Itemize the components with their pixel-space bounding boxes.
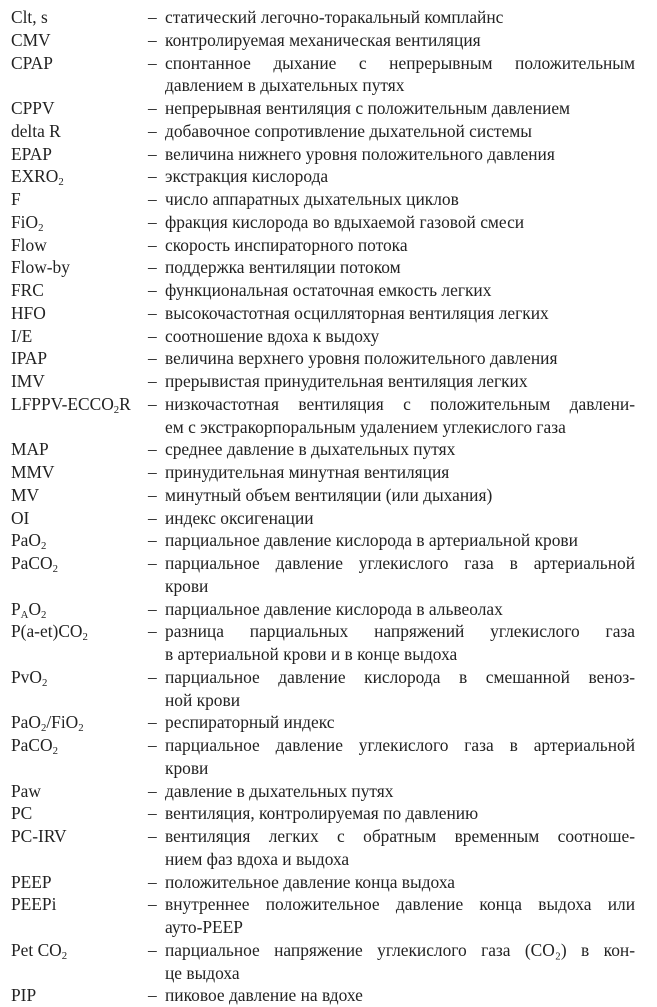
abbreviation-definition	[165, 666, 635, 712]
definition-line: ной крови	[165, 689, 241, 710]
abbreviation-term	[11, 825, 148, 848]
abbreviation-definition	[165, 370, 635, 393]
dash-separator: –	[148, 98, 157, 118]
term-text: P	[11, 598, 21, 619]
definition-line: статический легочно-торакальный комплайнс	[165, 7, 504, 27]
definition-line: парциальное давление углекислого газа в артериальной	[165, 553, 635, 573]
term-text: /FiO	[46, 712, 79, 733]
abbreviation-entry	[11, 484, 635, 507]
abbreviation-entry	[11, 984, 635, 1007]
term-text: HFO	[11, 302, 46, 323]
abbreviation-entry	[11, 734, 635, 780]
abbreviation-definition	[165, 598, 635, 621]
definition-line: в артериальной крови и в конце выдоха	[165, 644, 458, 664]
abbreviation-term	[11, 552, 148, 575]
abbreviation-term	[11, 529, 148, 552]
abbreviation-entry	[11, 165, 635, 188]
dash-separator: –	[148, 712, 157, 733]
term-text: PaCO	[11, 553, 53, 573]
dash-separator: –	[148, 439, 157, 460]
abbreviation-term	[11, 211, 148, 234]
abbreviation-term	[11, 620, 148, 643]
term-text: I/E	[11, 325, 33, 346]
dash-separator: –	[148, 484, 157, 505]
term-text: PIP	[11, 985, 37, 1006]
definition-line: крови	[165, 575, 209, 596]
abbreviation-entry	[11, 143, 635, 166]
definition-line: ем с экстракорпоральным удалением углекислого газа	[165, 416, 566, 437]
term-text: MMV	[11, 462, 55, 482]
abbreviation-entry	[11, 893, 635, 939]
term-text: PEEPi	[11, 894, 57, 915]
abbreviation-entry	[11, 620, 635, 666]
abbreviation-term	[11, 893, 148, 916]
term-subscript: A	[20, 608, 29, 621]
dash-separator: –	[148, 29, 157, 50]
term-text: FRC	[11, 280, 44, 300]
abbreviation-entry	[11, 393, 635, 439]
definition-line: функциональная остаточная емкость легких	[165, 280, 492, 300]
term-subscript: 2	[78, 722, 84, 735]
abbreviation-definition	[165, 484, 635, 507]
abbreviation-definition	[165, 802, 635, 825]
abbreviation-entry	[11, 188, 635, 211]
term-subscript: 2	[82, 631, 88, 644]
dash-separator: –	[148, 780, 157, 801]
abbreviation-entry	[11, 598, 635, 621]
abbreviation-definition	[165, 234, 635, 257]
abbreviation-term	[11, 734, 148, 757]
definition-line: добавочное сопротивление дыхательной системы	[165, 120, 532, 141]
definition-line: число аппаратных дыхательных циклов	[165, 189, 459, 209]
abbreviation-definition	[165, 461, 635, 484]
term-subscript: 2	[41, 676, 48, 689]
term-subscript: 2	[113, 403, 120, 416]
term-text: CPAP	[11, 52, 53, 73]
abbreviation-entry	[11, 825, 635, 871]
definition-line: парциальное напряжение углекислого газа (CO₂) в кон-	[165, 939, 635, 960]
dash-separator: –	[148, 826, 157, 846]
dash-separator: –	[148, 257, 157, 278]
abbreviation-definition	[165, 825, 635, 871]
term-subscript: 2	[38, 221, 44, 234]
abbreviation-term	[11, 507, 148, 530]
definition-line: парциальное давление кислорода в альвеолах	[165, 598, 503, 619]
definition-line: внутреннее положительное давление конца выдоха или	[165, 894, 635, 915]
abbreviation-definition	[165, 6, 635, 29]
term-text: PC-IRV	[11, 826, 67, 846]
term-text: PC	[11, 803, 33, 824]
abbreviation-term	[11, 598, 148, 621]
abbreviation-term	[11, 484, 148, 507]
dash-separator: –	[148, 553, 157, 573]
term-text: Flow-by	[11, 257, 70, 278]
definition-line: соотношение вдоха к выдоху	[165, 325, 380, 346]
definition-line: низкочастотная вентиляция с положительным давлени-	[165, 393, 635, 414]
term-text: EPAP	[11, 143, 52, 164]
abbreviation-entry	[11, 211, 635, 234]
dash-separator: –	[148, 939, 157, 960]
term-text: Flow	[11, 234, 47, 255]
abbreviation-term	[11, 143, 148, 166]
abbreviation-definition	[165, 211, 635, 234]
abbreviation-entry	[11, 370, 635, 393]
abbreviation-term	[11, 279, 148, 302]
abbreviation-definition	[165, 529, 635, 552]
definition-line: разница парциальных напряжений углекислого газа	[165, 621, 635, 642]
abbreviation-definition	[165, 325, 635, 348]
definition-line: парциальное давление углекислого газа в артериальной	[165, 735, 635, 755]
dash-separator: –	[148, 120, 157, 141]
abbreviation-entry	[11, 438, 635, 461]
abbreviation-definition	[165, 780, 635, 803]
abbreviation-term	[11, 711, 148, 734]
abbreviation-entry	[11, 461, 635, 484]
definition-line: минутный объем вентиляции (или дыхания)	[165, 484, 493, 505]
term-text: MV	[11, 484, 40, 505]
term-subscript: 2	[40, 722, 47, 735]
abbreviation-entry	[11, 6, 635, 29]
abbreviation-definition	[165, 734, 635, 780]
dash-separator: –	[148, 371, 157, 391]
abbreviation-entry	[11, 120, 635, 143]
dash-separator: –	[148, 234, 157, 255]
abbreviation-term	[11, 256, 148, 279]
dash-separator: –	[148, 393, 157, 414]
dash-separator: –	[148, 666, 157, 687]
abbreviation-definition	[165, 143, 635, 166]
definition-line: спонтанное дыхание с непрерывным положительным	[165, 52, 635, 73]
definition-line: пиковое давление на вдохе	[165, 985, 363, 1006]
term-text: CMV	[11, 29, 51, 50]
definition-line: це выдоха	[165, 962, 240, 983]
abbreviation-term	[11, 461, 148, 484]
dash-separator: –	[148, 325, 157, 346]
term-text: F	[11, 189, 21, 209]
definition-line: фракция кислорода во вдыхаемой газовой смеси	[165, 211, 525, 232]
abbreviation-entry	[11, 711, 635, 734]
abbreviation-definition	[165, 893, 635, 939]
definition-line: давление в дыхательных путях	[165, 780, 394, 801]
term-text: PaCO	[11, 735, 53, 755]
definition-line: парциальное давление кислорода в смешанной веноз-	[165, 666, 635, 687]
definition-line: нием фаз вдоха и выдоха	[165, 848, 350, 869]
abbreviation-term	[11, 52, 148, 75]
abbreviation-entry	[11, 939, 635, 985]
definition-line: крови	[165, 757, 209, 778]
dash-separator: –	[148, 598, 157, 619]
abbreviation-entry	[11, 256, 635, 279]
term-text: Clt, s	[11, 7, 48, 27]
dash-separator: –	[148, 143, 157, 164]
term-text: IPAP	[11, 348, 48, 369]
abbreviation-term	[11, 780, 148, 803]
definition-line: непрерывная вентиляция с положительным давлением	[165, 98, 571, 118]
abbreviation-term	[11, 165, 148, 188]
term-text: FiO	[11, 211, 39, 232]
definition-line: экстракция кислорода	[165, 166, 329, 187]
abbreviation-term	[11, 871, 148, 894]
dash-separator: –	[148, 985, 157, 1006]
abbreviation-entry	[11, 507, 635, 530]
abbreviation-definition	[165, 188, 635, 211]
definition-line: ауто-PEEP	[165, 917, 243, 937]
term-text: Paw	[11, 780, 41, 801]
definition-line: принудительная минутная вентиляция	[165, 462, 450, 482]
abbreviation-term	[11, 97, 148, 120]
term-subscript: 2	[52, 563, 58, 576]
abbreviation-definition	[165, 984, 635, 1007]
dash-separator: –	[148, 7, 157, 27]
abbreviation-definition	[165, 438, 635, 461]
term-text: Pet CO	[11, 939, 62, 960]
dash-separator: –	[148, 348, 157, 369]
abbreviation-term	[11, 370, 148, 393]
definition-line: поддержка вентиляции потоком	[165, 257, 401, 278]
definition-line: давлением в дыхательных путях	[165, 75, 405, 96]
definition-line: парциальное давление кислорода в артериальной крови	[165, 530, 578, 551]
term-text: IMV	[11, 371, 45, 391]
abbreviation-entry	[11, 52, 635, 98]
definition-line: положительное давление конца выдоха	[165, 871, 456, 892]
dash-separator: –	[148, 52, 157, 73]
abbreviation-term	[11, 29, 148, 52]
definition-line: величина нижнего уровня положительного давления	[165, 143, 555, 164]
abbreviation-entry	[11, 97, 635, 120]
abbreviation-definition	[165, 507, 635, 530]
abbreviation-entry	[11, 871, 635, 894]
definition-line: респираторный индекс	[165, 712, 335, 733]
dash-separator: –	[148, 803, 157, 824]
definition-line: контролируемая механическая вентиляция	[165, 29, 481, 50]
abbreviation-term	[11, 984, 148, 1007]
abbreviation-entry	[11, 325, 635, 348]
dash-separator: –	[148, 894, 157, 915]
term-subscript: 2	[58, 176, 64, 189]
dash-separator: –	[148, 871, 157, 892]
term-subscript: 2	[61, 949, 68, 962]
dash-separator: –	[148, 735, 157, 755]
abbreviation-term	[11, 234, 148, 257]
term-text: LFPPV-ECCO	[11, 393, 114, 414]
definition-line: среднее давление в дыхательных путях	[165, 439, 456, 460]
term-subscript: 2	[52, 745, 58, 758]
abbreviation-entry	[11, 780, 635, 803]
abbreviation-term	[11, 438, 148, 461]
dash-separator: –	[148, 189, 157, 209]
abbreviation-term	[11, 939, 148, 962]
definition-line: вентиляция легких с обратным временным соотноше-	[165, 826, 635, 846]
term-text: PaO	[11, 712, 41, 733]
term-subscript: 2	[40, 540, 47, 553]
abbreviation-entry	[11, 234, 635, 257]
dash-separator: –	[148, 507, 157, 528]
abbreviation-term	[11, 188, 148, 211]
term-text: PaO	[11, 530, 41, 551]
abbreviation-definition	[165, 871, 635, 894]
definition-line: вентиляция, контролируемая по давлению	[165, 803, 479, 824]
dash-separator: –	[148, 166, 157, 187]
abbreviation-definition	[165, 347, 635, 370]
term-subscript: 2	[41, 608, 47, 621]
definition-line: прерывистая принудительная вентиляция легких	[165, 371, 528, 391]
term-text: MAP	[11, 439, 49, 460]
term-text: O	[28, 598, 42, 619]
abbreviation-definition	[165, 120, 635, 143]
abbreviation-definition	[165, 256, 635, 279]
dash-separator: –	[148, 530, 157, 551]
abbreviation-definition	[165, 393, 635, 439]
dash-separator: –	[148, 302, 157, 323]
abbreviation-entry	[11, 302, 635, 325]
abbreviation-term	[11, 666, 148, 689]
abbreviation-entry	[11, 666, 635, 712]
abbreviation-term	[11, 802, 148, 825]
abbreviation-definition	[165, 165, 635, 188]
dash-separator: –	[148, 211, 157, 232]
dash-separator: –	[148, 621, 157, 642]
term-text: CPPV	[11, 98, 55, 118]
definition-line: высокочастотная осцилляторная вентиляция легких	[165, 302, 549, 323]
abbreviation-definition	[165, 620, 635, 666]
term-text: P(a-et)CO	[11, 621, 83, 642]
abbreviation-definition	[165, 279, 635, 302]
abbreviation-term	[11, 302, 148, 325]
abbreviation-term	[11, 325, 148, 348]
definition-line: величина верхнего уровня положительного давления	[165, 348, 558, 369]
abbreviation-entry	[11, 802, 635, 825]
abbreviation-definition	[165, 711, 635, 734]
abbreviation-entry	[11, 529, 635, 552]
abbreviation-entry	[11, 347, 635, 370]
abbreviation-term	[11, 347, 148, 370]
term-text: R	[119, 393, 131, 414]
term-text: PEEP	[11, 871, 52, 892]
abbreviation-term	[11, 6, 148, 29]
dash-separator: –	[148, 462, 157, 482]
dash-separator: –	[148, 280, 157, 300]
definition-line: индекс оксигенации	[165, 507, 314, 528]
abbreviation-definition	[165, 97, 635, 120]
abbreviation-definition	[165, 552, 635, 598]
abbreviation-entry	[11, 279, 635, 302]
abbreviation-entry	[11, 29, 635, 52]
abbreviation-entry	[11, 552, 635, 598]
term-text: EXRO	[11, 166, 59, 187]
term-text: PvO	[11, 666, 42, 687]
abbreviation-term	[11, 120, 148, 143]
abbreviation-definition	[165, 939, 635, 985]
abbreviation-definition	[165, 302, 635, 325]
abbreviation-term	[11, 393, 148, 416]
term-text: OI	[11, 507, 30, 528]
term-text: delta R	[11, 120, 61, 141]
abbreviation-definition	[165, 52, 635, 98]
abbreviation-definition	[165, 29, 635, 52]
definition-line: скорость инспираторного потока	[165, 234, 408, 255]
